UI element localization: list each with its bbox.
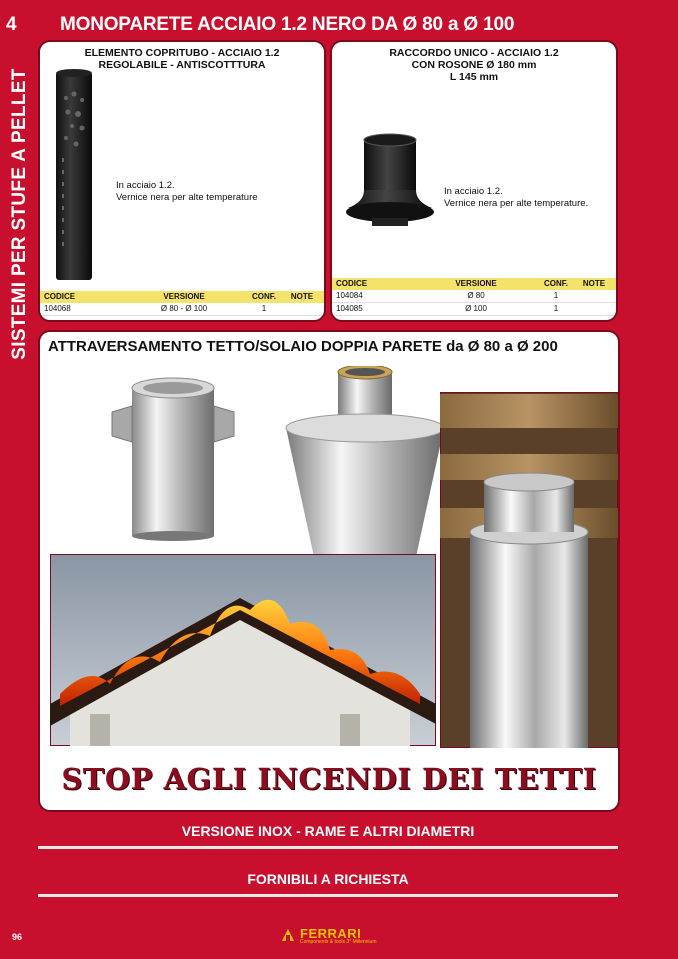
table-row — [332, 290, 616, 303]
product-card-raccordo — [330, 40, 618, 322]
product-title-line: RACCORDO UNICO - ACCIAIO 1.2 — [389, 47, 559, 59]
product-title-line: ELEMENTO COPRITUBO - ACCIAIO 1.2 — [84, 47, 280, 59]
banner-versions: VERSIONE INOX - RAME E ALTRI DIAMETRI — [38, 816, 618, 849]
table-row — [40, 303, 324, 316]
chimney-pipe-image — [440, 392, 618, 748]
table-header — [332, 278, 616, 290]
logo-subtitle: Components & tools 3° Millennium — [300, 939, 377, 945]
section-heading: ATTRAVERSAMENTO TETTO/SOLAIO DOPPIA PARETE da Ø 80 a Ø 200 — [48, 338, 558, 355]
roof-terminal-image — [280, 366, 450, 586]
cell-conf: 1 — [261, 304, 267, 313]
col-note: NOTE — [290, 292, 314, 301]
steel-sleeve-image — [108, 372, 238, 542]
product-table — [332, 278, 616, 316]
col-code: CODICE — [336, 279, 368, 288]
roof-fire-image — [50, 554, 436, 746]
description-line: In acciaio 1.2. — [116, 180, 175, 191]
section-title: SISTEMI PER STUFE A PELLET — [9, 68, 30, 360]
slogan: STOP AGLI INCENDI DEI TETTI — [61, 762, 597, 796]
product-title-line: CON ROSONE Ø 180 mm — [411, 59, 537, 71]
col-code: CODICE — [44, 292, 76, 301]
product-card-copritubo — [38, 40, 326, 322]
col-version: VERSIONE — [455, 279, 497, 288]
ferrari-logo — [280, 925, 376, 947]
cell-version: Ø 80 - Ø 100 — [160, 304, 208, 313]
col-version: VERSIONE — [163, 292, 205, 301]
black-pipe-image — [54, 68, 94, 284]
product-table — [40, 291, 324, 316]
cell-code: 104068 — [44, 304, 71, 313]
cell-note — [576, 290, 612, 302]
description-line: In acciaio 1.2. — [444, 186, 503, 197]
description-line: Vernice nera per alte temperature. — [444, 198, 589, 209]
banner-on-request: FORNIBILI A RICHIESTA — [38, 864, 618, 897]
cell-conf: 1 — [553, 304, 559, 313]
logo-text: FERRARI — [300, 926, 362, 941]
cell-version: Ø 100 — [465, 304, 487, 313]
product-description — [116, 180, 258, 204]
page-title: MONOPARETE ACCIAIO 1.2 NERO DA Ø 80 a Ø 100 — [60, 14, 515, 35]
page-number: 96 — [12, 932, 23, 942]
cell-note — [576, 303, 612, 315]
product-title — [332, 47, 616, 83]
cell-code: 104084 — [336, 291, 363, 300]
roof-crossing-panel — [38, 330, 620, 812]
cell-note — [284, 303, 320, 315]
adapter-rosette-image — [344, 130, 436, 230]
table-header — [40, 291, 324, 303]
table-row — [332, 303, 616, 316]
cell-version: Ø 80 — [467, 291, 485, 300]
product-title-line: REGOLABILE - ANTISCOTTTURA — [98, 59, 266, 71]
col-note: NOTE — [582, 279, 606, 288]
description-line: Vernice nera per alte temperature — [116, 192, 258, 203]
logo-mark-icon — [280, 927, 296, 943]
cell-code: 104085 — [336, 304, 363, 313]
col-conf: CONF. — [252, 292, 276, 301]
section-number: 4 — [6, 14, 17, 35]
cell-conf: 1 — [553, 291, 559, 300]
product-title-line: L 145 mm — [449, 71, 499, 83]
col-conf: CONF. — [544, 279, 568, 288]
product-description — [444, 186, 588, 210]
